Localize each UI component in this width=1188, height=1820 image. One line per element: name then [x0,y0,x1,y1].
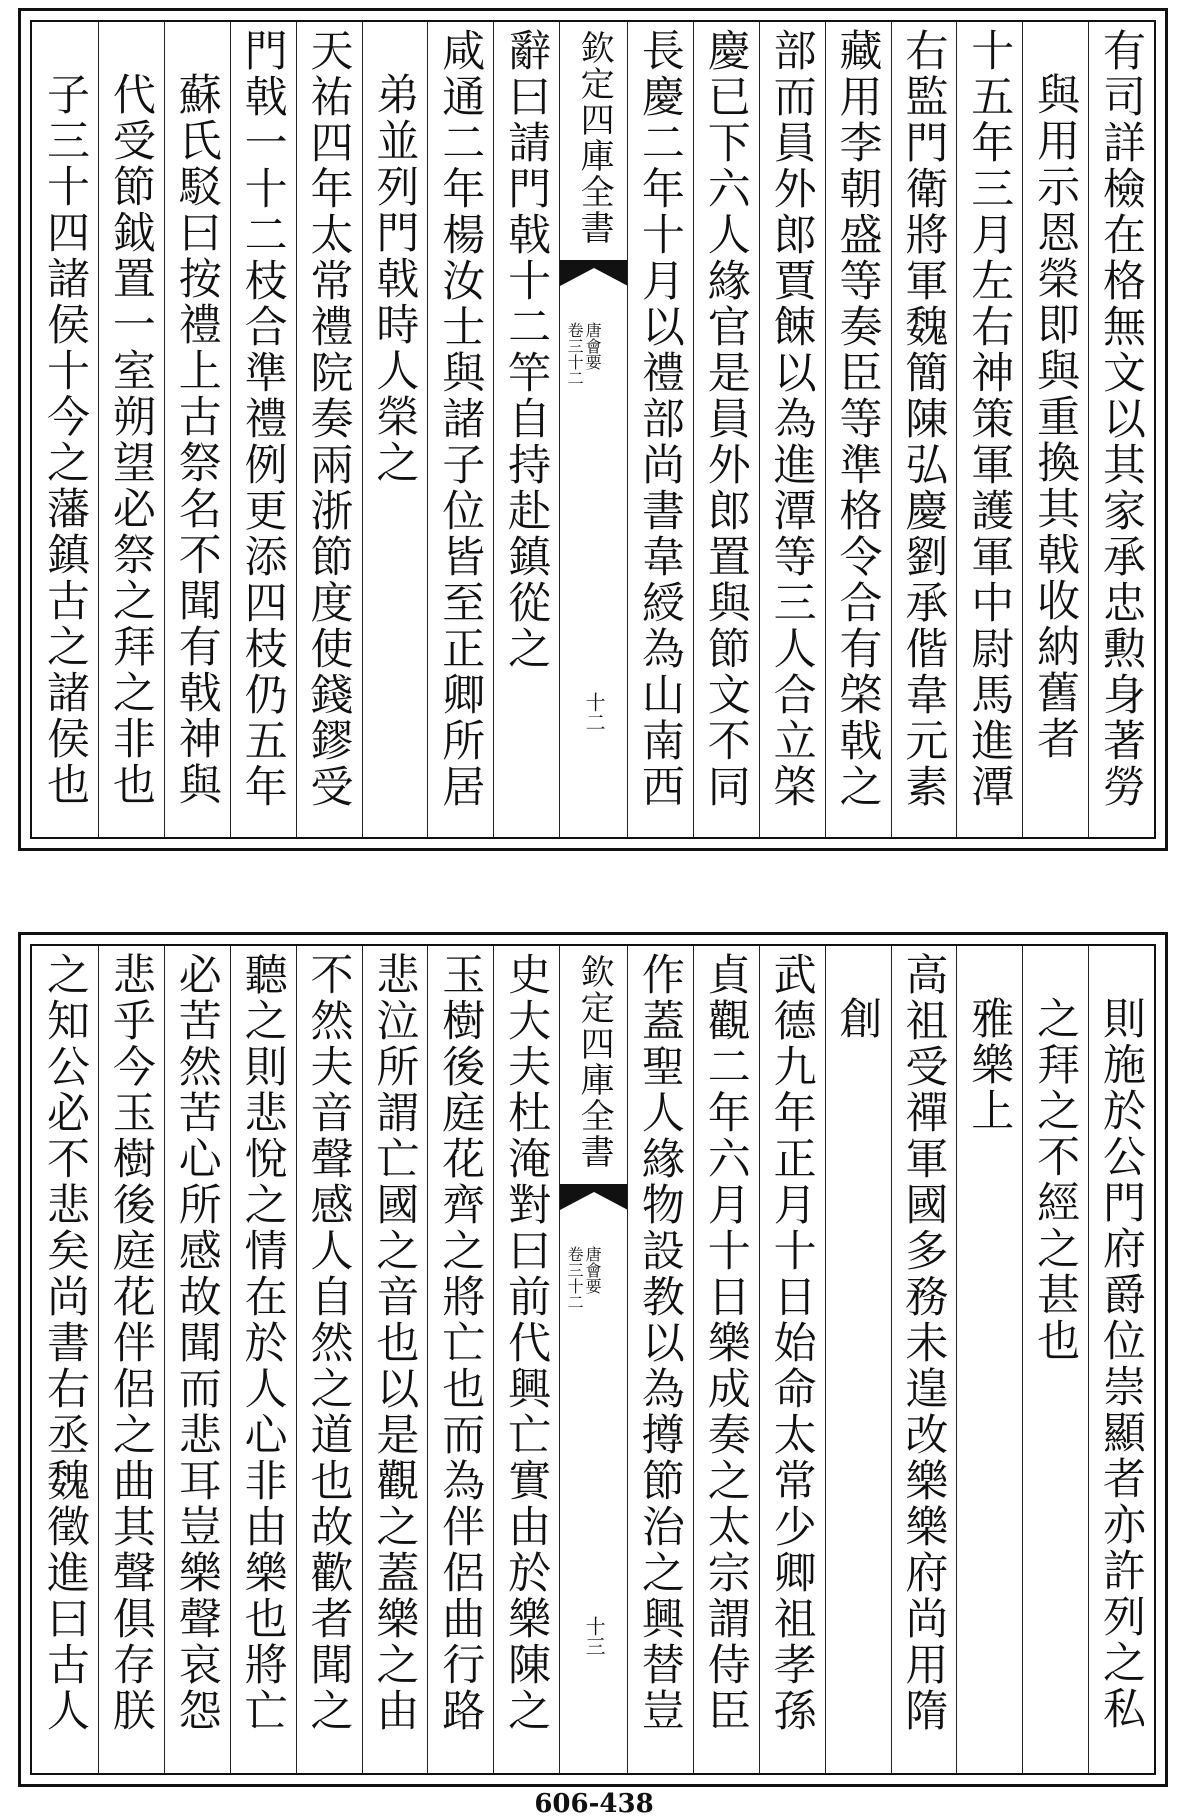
text-column: 咸通二年楊汝士與諸子位皆至正卿所居 [427,22,493,837]
text-column: 聽之則悲悅之情在於人心非由樂也將亡 [230,946,296,1773]
text-column: 與用示恩榮即與重換其戟收納舊者 [1022,22,1088,837]
center-juan: 卷三十二 [565,1246,585,1310]
text-column: 蘇氏駁曰按禮上古祭名不聞有戟神與 [164,22,230,837]
text-column: 不然夫音聲感人自然之道也故歡者聞之 [296,946,362,1773]
text-column: 高祖受禪軍國多務未遑改樂樂府尚用隋 [891,946,957,1773]
center-juan: 卷三十二 [565,322,585,386]
bottom-page [18,932,1168,1787]
text-column: 慶已下六人緣官是員外郎置與節文不同 [693,22,759,837]
text-column: 十五年三月左右神策軍護軍中尉馬進潭 [956,22,1022,837]
fish-tail-mark-icon [560,260,627,296]
text-column: 有司詳檢在格無文以其家承忠勲身著勞 [1088,22,1154,837]
top-page-frame [30,20,1156,839]
text-column: 天祐四年太常禮院奏兩浙節度使錢鏐受 [296,22,362,837]
center-page-number: 十三 [582,1616,607,1656]
center-title: 欽定四庫全書 [574,954,615,1170]
text-column: 則施於公門府爵位崇顯者亦許列之私 [1088,946,1154,1773]
text-column: 玉樹後庭花齊之將亡也而為伴侶曲行路 [427,946,493,1773]
text-column: 創 [825,946,891,1773]
text-column: 悲乎今玉樹後庭花伴侶之曲其聲俱存朕 [98,946,164,1773]
text-column: 史大夫杜淹對曰前代興亡實由於樂陳之 [493,946,559,1773]
bottom-page-frame [30,944,1156,1775]
center-book-title: 唐會要 [583,322,603,370]
text-column: 門戟一十二枝合準禮例更添四枝仍五年 [230,22,296,837]
text-column: 武德九年正月十日始命太常少卿祖孝孫 [759,946,825,1773]
center-fold [559,22,627,837]
text-column: 悲泣所謂亡國之音也以是觀之蓋樂之由 [362,946,428,1773]
text-column: 右監門衛將軍魏簡陳弘慶劉承偕韋元素 [891,22,957,837]
text-column: 長慶二年十月以禮部尚書韋綬為山南西 [627,22,693,837]
text-column: 作蓋聖人緣物設教以為撙節治之興替豈 [627,946,693,1773]
text-column: 必苦然苦心所感故聞而悲耳豈樂聲哀怨 [164,946,230,1773]
top-page [18,8,1168,851]
text-column: 之知公必不悲矣尚書右丞魏徵進曰古人 [40,952,90,1734]
text-column: 代受節鉞置一室朔望必祭之拜之非也 [98,22,164,837]
section-heading: 雅樂上 [956,946,1022,1773]
center-book-title: 唐會要 [583,1246,603,1294]
center-page-number: 十二 [582,692,607,732]
text-column: 藏用李朝盛等奏臣等準格令合有棨戟之 [825,22,891,837]
text-column: 辭曰請門戟十二竿自持赴鎮從之 [493,22,559,837]
text-column: 部而員外郎賈餗以為進潭等三人合立棨 [759,22,825,837]
scan-page-number: 606-438 [534,1789,654,1819]
text-column: 之拜之不經之甚也 [1022,946,1088,1773]
text-column: 弟並列門戟時人榮之 [362,22,428,837]
text-column: 子三十四諸侯十今之藩鎮古之諸侯也 [40,72,90,808]
fish-tail-mark-icon [560,1184,627,1220]
center-title: 欽定四庫全書 [574,30,615,246]
text-column: 貞觀二年六月十日樂成奏之太宗謂侍臣 [693,946,759,1773]
center-fold [559,946,627,1773]
